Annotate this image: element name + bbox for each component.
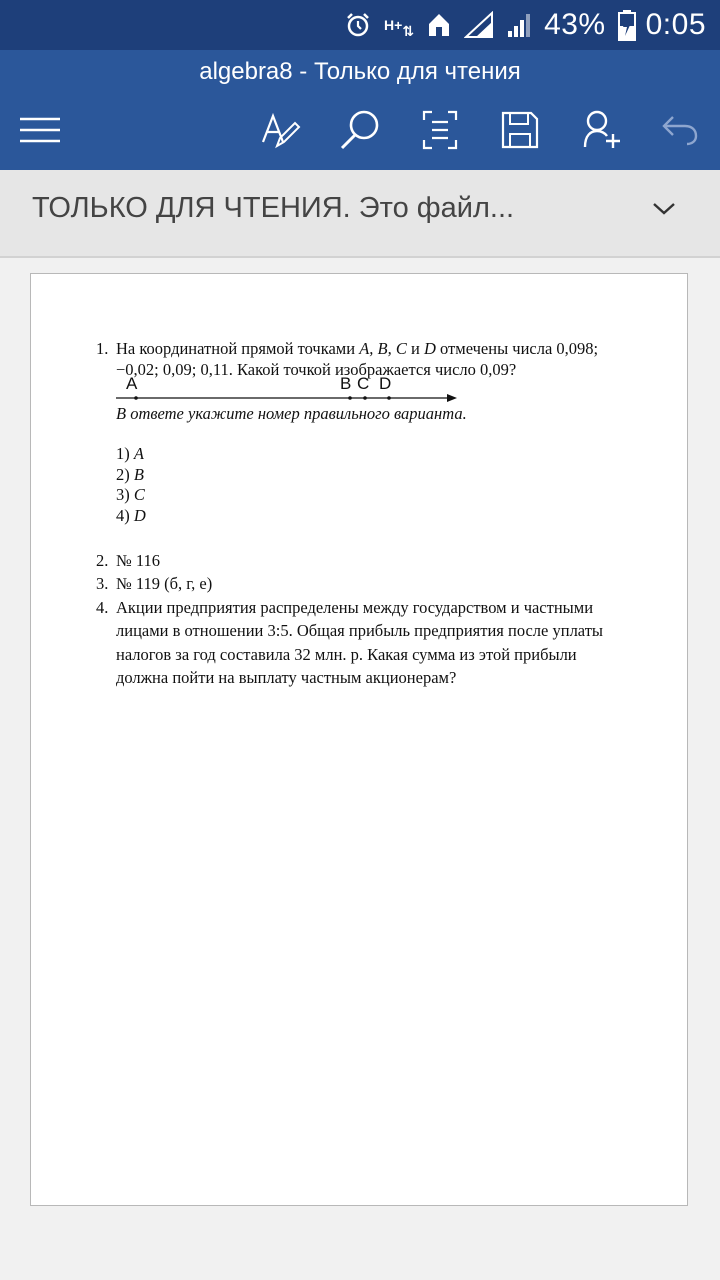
q4-number: 4. bbox=[96, 598, 109, 617]
q4-line3: налогов за год составила 32 млн. р. Какая сумма из этой прибыли bbox=[116, 645, 577, 664]
document-page[interactable] bbox=[30, 273, 688, 1206]
q1-line1: На координатной прямой точками A, B, C и D отмечены числа 0,098; bbox=[116, 339, 599, 358]
q3-number: 3. bbox=[96, 574, 109, 593]
q1-instruction: В ответе укажите номер правильного варианта. bbox=[116, 404, 467, 423]
save-icon bbox=[501, 111, 539, 154]
signal-strength-icon bbox=[464, 11, 494, 39]
save-button[interactable] bbox=[496, 108, 544, 156]
number-line-label-c: C bbox=[357, 374, 370, 393]
undo-button[interactable] bbox=[656, 108, 704, 156]
reading-view-icon bbox=[422, 110, 458, 155]
menu-button[interactable] bbox=[16, 108, 64, 156]
status-bar bbox=[0, 0, 720, 50]
q4-line2: лицами в отношении 3:5. Общая прибыль предприятия после уплаты bbox=[116, 621, 603, 640]
q2-text: № 116 bbox=[116, 551, 161, 570]
menu-icon bbox=[18, 115, 62, 150]
battery-percent: 43% bbox=[544, 8, 606, 41]
q1-option-1: 1) A bbox=[116, 444, 144, 463]
q2-number: 2. bbox=[96, 551, 109, 570]
undo-icon bbox=[661, 113, 699, 152]
home-signal-icon bbox=[426, 11, 452, 39]
reading-view-button[interactable] bbox=[416, 108, 464, 156]
number-line-label-a: A bbox=[126, 374, 138, 393]
draw-button[interactable] bbox=[257, 108, 305, 156]
search-icon bbox=[338, 108, 382, 157]
draw-icon bbox=[261, 110, 301, 155]
share-icon bbox=[581, 109, 623, 156]
number-line-label-d: D bbox=[379, 374, 392, 393]
alarm-icon bbox=[344, 11, 372, 39]
chevron-down-icon[interactable] bbox=[648, 198, 680, 223]
signal-strength-2-icon bbox=[506, 11, 534, 39]
q1-line2: −0,02; 0,09; 0,11. Какой точкой изображается число 0,09? bbox=[116, 360, 517, 379]
q1-number: 1. bbox=[96, 339, 109, 358]
share-button[interactable] bbox=[578, 108, 626, 156]
read-only-banner-text: ТОЛЬКО ДЛЯ ЧТЕНИЯ. Это файл... bbox=[32, 192, 515, 224]
battery-charging-icon bbox=[618, 9, 636, 41]
read-only-banner[interactable] bbox=[0, 170, 720, 258]
q3-text: № 119 (б, г, е) bbox=[116, 574, 213, 593]
network-type-icon: H+ ⇅ bbox=[384, 16, 415, 39]
status-time: 0:05 bbox=[645, 8, 706, 41]
number-line bbox=[116, 390, 461, 404]
q4-line1: Акции предприятия распределены между государством и частными bbox=[116, 598, 594, 617]
search-button[interactable] bbox=[336, 108, 384, 156]
q1-option-4: 4) D bbox=[116, 506, 146, 525]
q4-line4: должна пойти на выплату частным акционерам? bbox=[116, 668, 457, 687]
app-bar bbox=[0, 50, 720, 170]
q1-option-3: 3) C bbox=[116, 485, 145, 504]
document-title: algebra8 - Только для чтения bbox=[199, 58, 521, 85]
number-line-label-b: B bbox=[340, 374, 352, 393]
q1-option-2: 2) B bbox=[116, 465, 144, 484]
